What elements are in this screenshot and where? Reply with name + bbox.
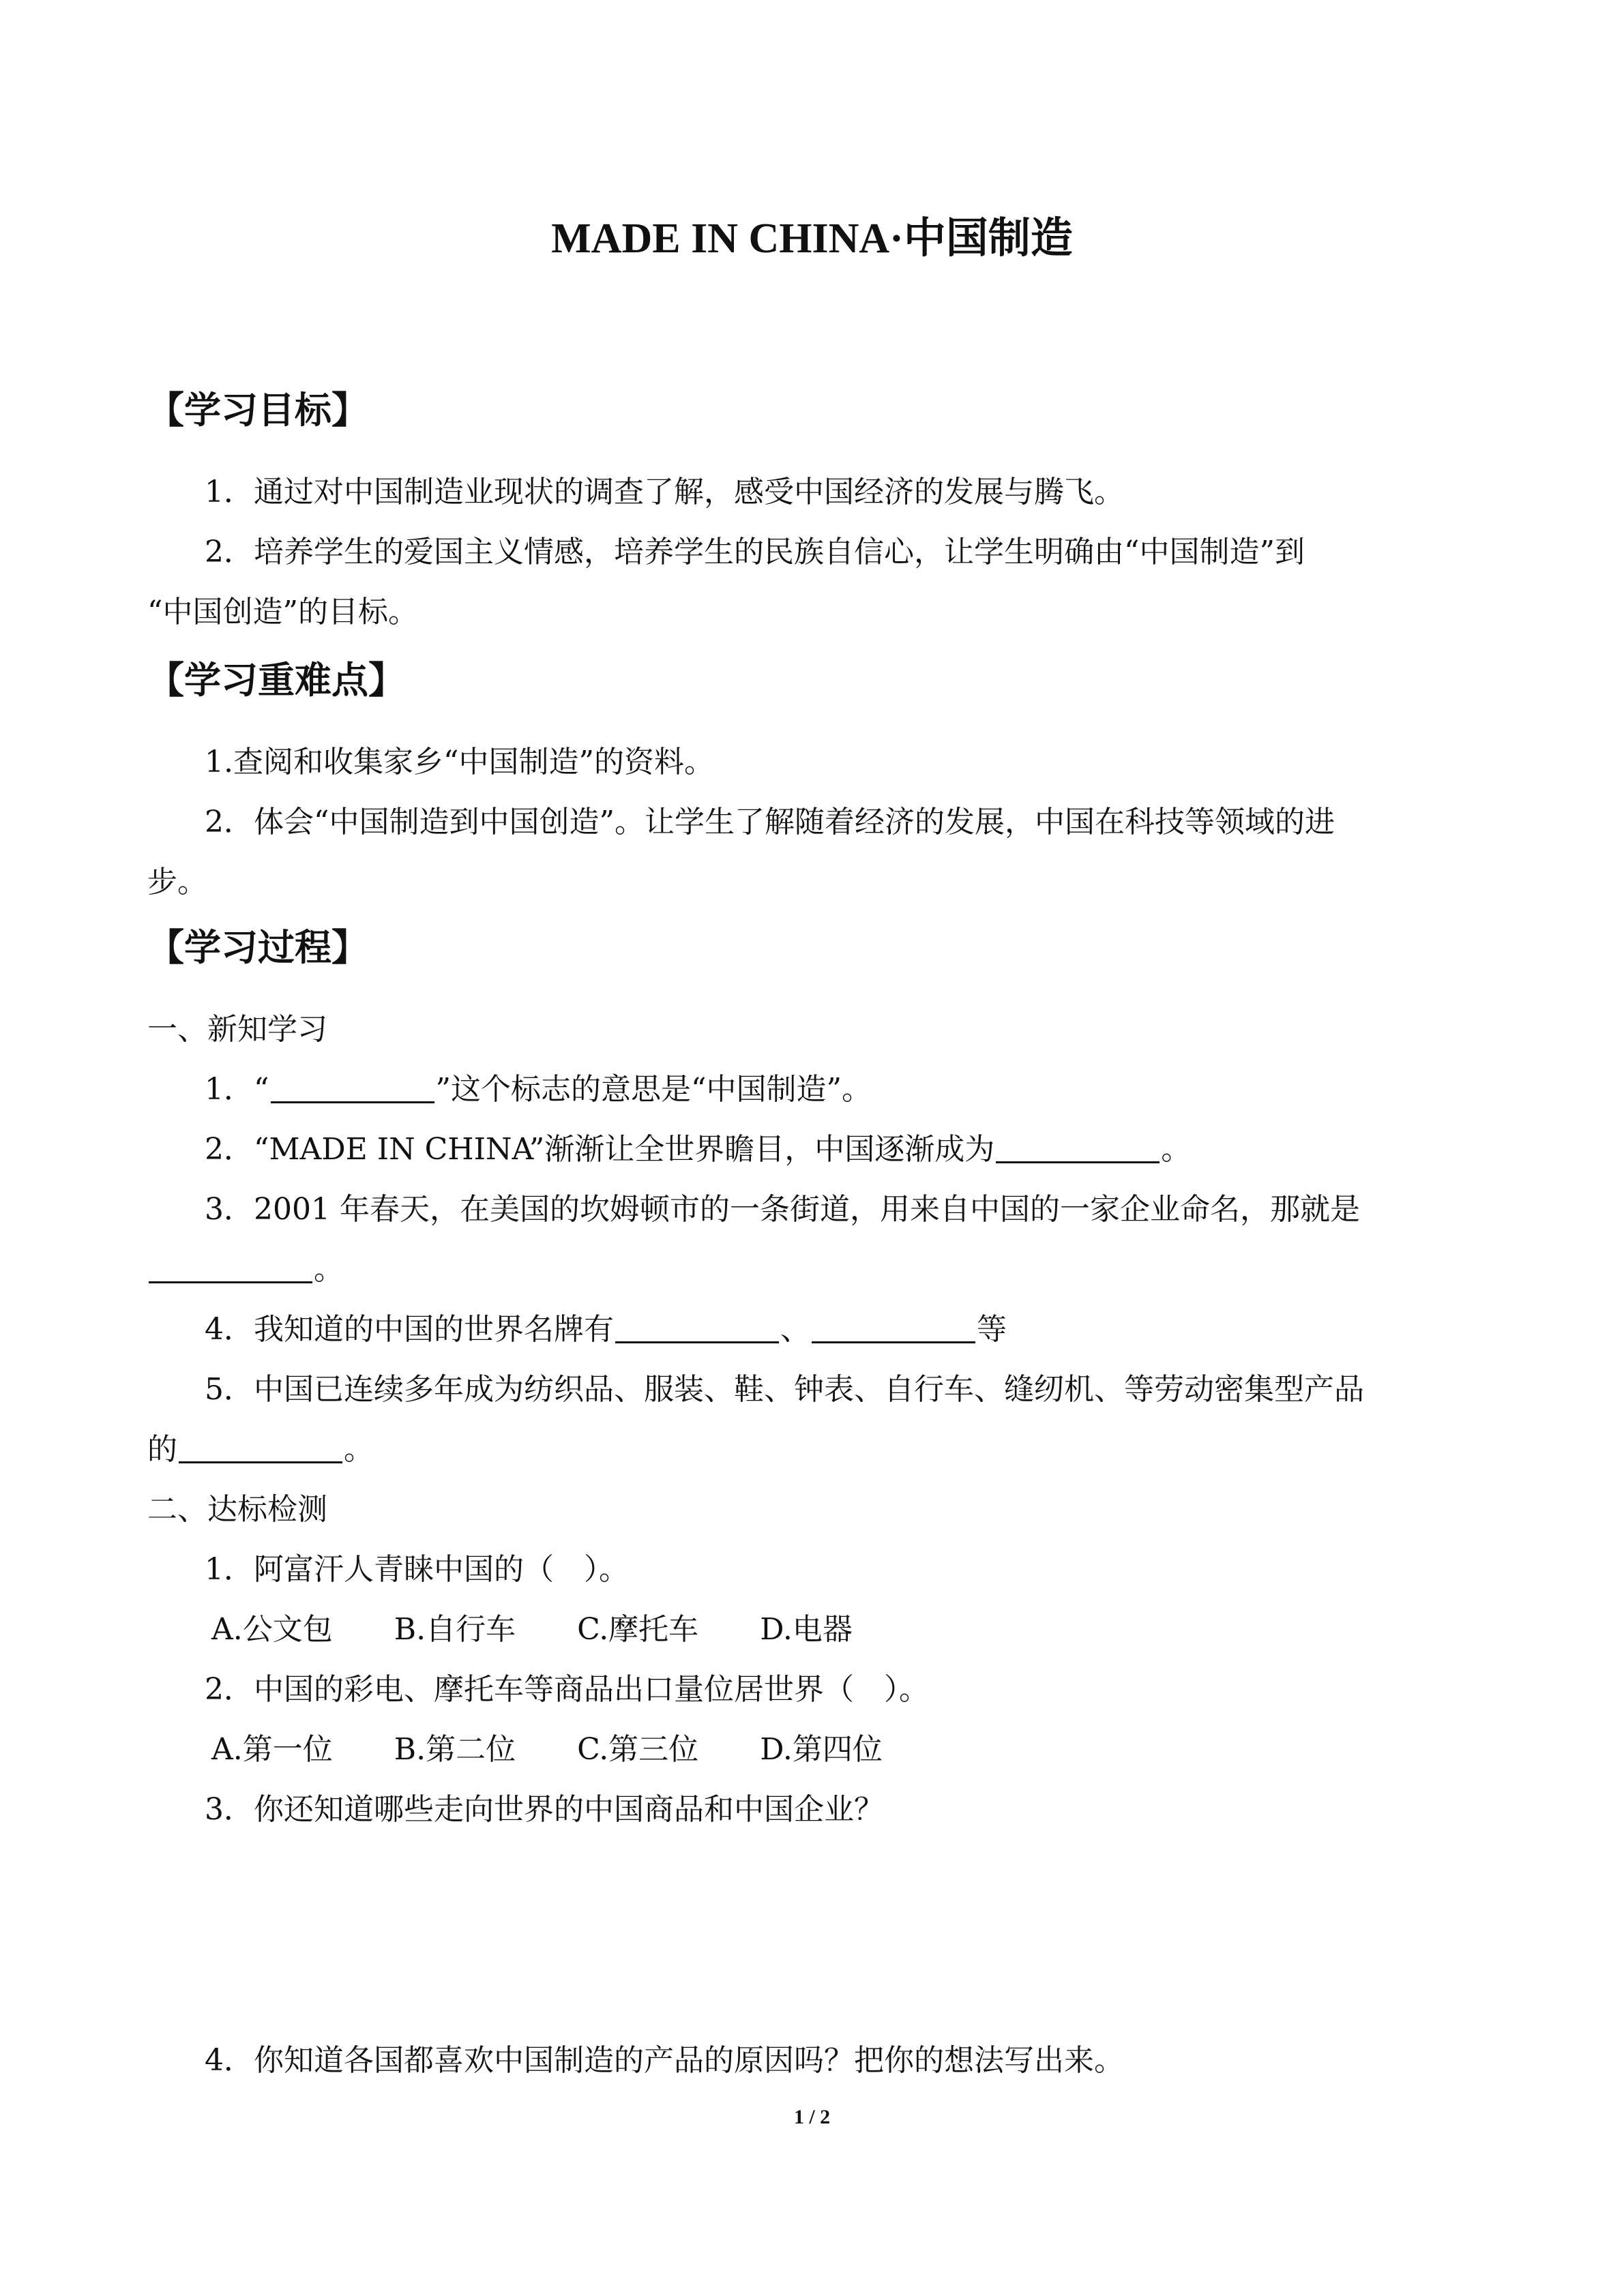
answer-blank-5[interactable] (179, 1431, 342, 1463)
page-title: MADE IN CHINA·中国制造 (551, 215, 1073, 262)
part2-label: 二、达标检测 (147, 1492, 327, 1527)
test-question-2: 2．中国的彩电、摩托车等商品出口量位居世界（ ）。 (205, 1672, 929, 1707)
option-d[interactable]: D.电器 (760, 1612, 853, 1647)
fill-question-2-post: 。 (1161, 1132, 1192, 1167)
section-heading-process: 【学习过程】 (147, 926, 368, 969)
fill-question-4-post: 等 (977, 1312, 1007, 1347)
fill-question-2-pre: 2．“MADE IN CHINA”渐渐让全世界瞻目，中国逐渐成为 (205, 1132, 995, 1167)
fill-question-5-cont (147, 1428, 374, 1472)
option-b[interactable]: B.第二位 (394, 1732, 516, 1767)
answer-blank-1[interactable] (271, 1071, 434, 1103)
test-question-1: 1．阿富汗人青睐中国的（ ）。 (205, 1552, 629, 1587)
fill-question-2 (205, 1128, 1191, 1172)
test-question-2-options (211, 1728, 944, 1772)
fill-question-4 (205, 1308, 1007, 1352)
page-number: 1 / 2 (793, 2106, 831, 2128)
key-point-2-cont: 步。 (147, 865, 207, 899)
option-c[interactable]: C.第三位 (577, 1732, 699, 1767)
answer-blank-2[interactable] (996, 1131, 1160, 1163)
fill-question-3: 3．2001 年春天，在美国的坎姆顿市的一条街道，用来自中国的一家企业命名，那就是 (205, 1192, 1360, 1227)
part1-label: 一、新知学习 (147, 1012, 327, 1047)
key-point-2: 2．体会“中国制造到中国创造”。让学生了解随着经济的发展，中国在科技等领域的进 (205, 805, 1335, 839)
answer-blank-3[interactable] (149, 1251, 312, 1283)
option-d[interactable]: D.第四位 (760, 1732, 883, 1767)
fill-question-5-post: 。 (344, 1432, 374, 1467)
fill-question-4-mid: 、 (780, 1312, 810, 1347)
option-c[interactable]: C.摩托车 (577, 1612, 699, 1647)
test-question-3: 3．你还知道哪些走向世界的中国商品和中国企业？ (205, 1792, 884, 1827)
key-point-1: 1.查阅和收集家乡“中国制造”的资料。 (205, 745, 714, 779)
fill-question-3-post: 。 (314, 1252, 344, 1287)
fill-question-1-post: ”这个标志的意思是“中国制造”。 (435, 1072, 872, 1107)
section-heading-key-points: 【学习重难点】 (147, 659, 405, 702)
option-a[interactable]: A.公文包 (211, 1612, 333, 1647)
fill-question-1 (205, 1068, 872, 1112)
goal-item-1: 1．通过对中国制造业现状的调查了解，感受中国经济的发展与腾飞。 (205, 475, 1124, 509)
test-question-4: 4．你知道各国都喜欢中国制造的产品的原因吗？把你的想法写出来。 (205, 2043, 1124, 2078)
section-heading-goals: 【学习目标】 (147, 389, 368, 432)
fill-question-3-cont (147, 1248, 344, 1292)
option-a[interactable]: A.第一位 (211, 1732, 333, 1767)
option-b[interactable]: B.自行车 (394, 1612, 516, 1647)
test-question-1-options (211, 1608, 914, 1652)
fill-question-5-pre: 的 (147, 1432, 177, 1467)
fill-question-4-pre: 4．我知道的中国的世界名牌有 (205, 1312, 614, 1347)
goal-item-2-cont: “中国创造”的目标。 (147, 595, 418, 629)
fill-question-1-pre: 1．“ (205, 1072, 269, 1107)
fill-question-5: 5．中国已连续多年成为纺织品、服装、鞋、钟表、自行车、缝纫机、等劳动密集型产品 (205, 1372, 1364, 1407)
goal-item-2: 2．培养学生的爱国主义情感，培养学生的民族自信心，让学生明确由“中国制造”到 (205, 535, 1305, 569)
answer-blank-4b[interactable] (812, 1311, 975, 1343)
answer-blank-4a[interactable] (615, 1311, 779, 1343)
